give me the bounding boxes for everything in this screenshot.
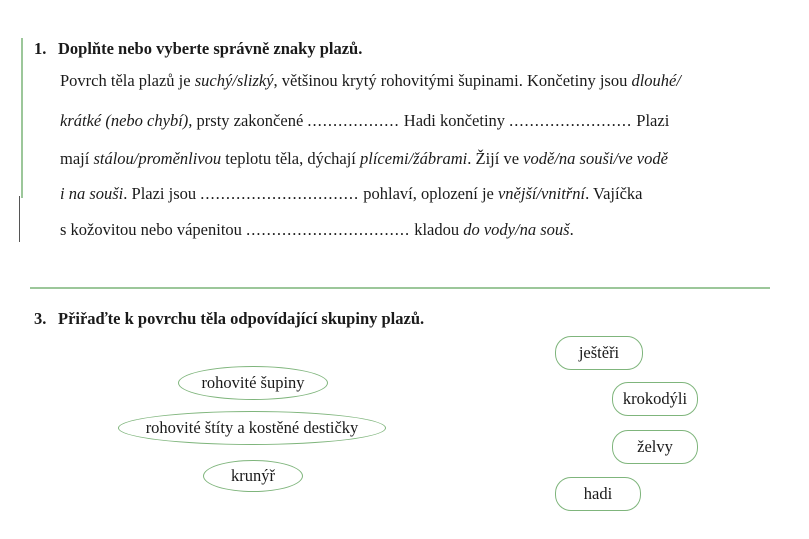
fill-in-blank[interactable]: .................. [307,111,400,130]
static-text: Plazi [632,111,670,130]
task1-title: Doplňte nebo vyberte správně znaky plazů. [58,39,363,58]
choice-option[interactable]: i na souši [60,184,124,203]
task1-line [60,184,643,204]
task1-line [60,220,574,240]
left-item-rohovite-stity[interactable] [118,411,386,445]
fill-in-blank[interactable]: ................................ [246,220,411,239]
static-text: prsty zakončené [192,111,308,130]
task3-heading [34,309,424,329]
static-text: . Plazi jsou [123,184,201,203]
task3-number: 3. [34,309,47,328]
left-item-krunyr[interactable] [203,460,303,492]
right-item-hadi[interactable] [555,477,641,511]
right-item-label: hadi [583,484,613,503]
right-item-label: ještěři [578,343,620,362]
left-item-label: rohovité šupiny [201,373,305,392]
section-separator [30,287,770,289]
right-item-krokodyli[interactable] [612,382,698,416]
task1-line [60,111,669,131]
static-text: . Žijí ve [467,149,524,168]
task1-line [60,149,668,169]
static-text: kladou [410,220,464,239]
left-item-rohovite-supiny[interactable] [178,366,328,400]
right-item-zelvy[interactable] [612,430,698,464]
right-item-jesteri[interactable] [555,336,643,370]
static-text: Hadi končetiny [399,111,510,130]
task1-line [60,71,681,91]
static-text: . [569,220,574,239]
static-text: , většinou krytý rohovitými šupinami. Končetiny jsou [273,71,632,90]
static-text: mají [60,149,94,168]
right-item-label: krokodýli [622,389,688,408]
static-text: s kožovitou nebo vápenitou [60,220,247,239]
choice-option[interactable]: do vody/na souš [463,220,570,239]
task3-title: Přiřaďte k povrchu těla odpovídající skupiny plazů. [58,309,425,328]
task1-heading [34,39,362,59]
task1-number: 1. [34,39,47,58]
right-item-label: želvy [637,437,673,456]
choice-option[interactable]: vnější/vnitřní [497,184,586,203]
choice-option[interactable]: dlouhé/ [631,71,681,90]
choice-option[interactable]: vodě/na souši/ve vodě [523,149,668,168]
choice-option[interactable]: stálou/proměnlivou [93,149,222,168]
fill-in-blank[interactable]: ............................... [200,184,360,203]
margin-rule-dark [19,196,20,242]
choice-option[interactable]: plícemi/žábrami [360,149,468,168]
static-text: . Vajíčka [585,184,643,203]
left-item-label: rohovité štíty a kostěné destičky [145,418,359,437]
static-text: teplotu těla, dýchají [221,149,361,168]
margin-rule [21,38,23,198]
static-text: Povrch těla plazů je [60,71,195,90]
left-item-label: krunýř [231,466,275,485]
fill-in-blank[interactable]: ........................ [509,111,633,130]
choice-option[interactable]: suchý/slizký [194,71,274,90]
static-text: pohlaví, oplození je [359,184,498,203]
choice-option[interactable]: krátké (nebo chybí), [60,111,193,130]
